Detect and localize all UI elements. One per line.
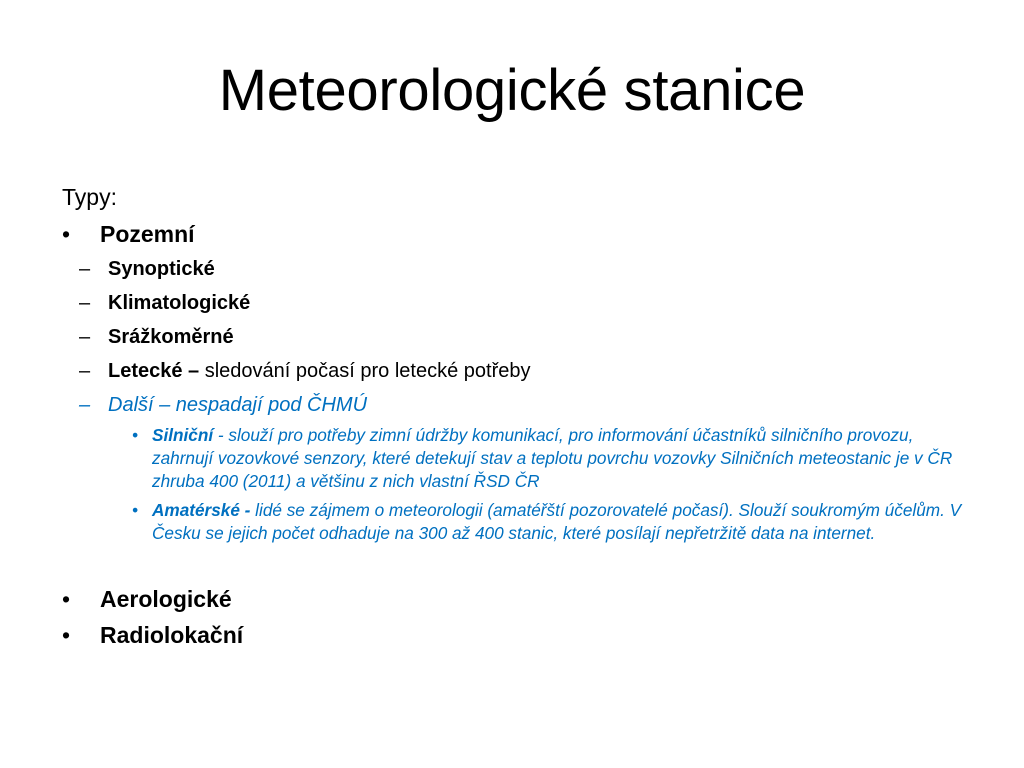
sub-item-label: Letecké – (108, 360, 200, 382)
sub-item-letecke (62, 354, 967, 388)
sub-item-label: Další – nespadají pod ČHMÚ (108, 394, 368, 416)
dash-icon: – (79, 258, 91, 280)
bullet-icon: • (62, 622, 71, 648)
sub-item-label: Srážkoměrné (108, 326, 234, 348)
bullet-icon: • (132, 500, 139, 520)
sub-sub-item-silnicni (70, 424, 967, 493)
sub-sub-item-description: lidé se zájmem o meteorologii (amatéřští pozorovatelé počasí). Slouží soukromým účelům. V Česku se jejich počet odhaduje na 300 až 400 stanic, které posílají nepřetržitě data na internet. (152, 500, 962, 543)
sub-item-label: Klimatologické (108, 292, 251, 314)
sub-sub-item-amaterske (70, 499, 967, 545)
dash-icon: – (79, 292, 91, 314)
sub-item-srazkomerne (62, 320, 967, 354)
bullet-icon: • (62, 221, 71, 247)
bullet-list (62, 216, 967, 653)
vertical-spacer (100, 551, 967, 581)
dash-icon: – (79, 394, 91, 416)
dash-icon: – (79, 360, 91, 382)
list-item-label: Pozemní (100, 221, 195, 247)
intro-text: Typy: (62, 184, 117, 210)
list-item-label: Aerologické (100, 586, 232, 612)
sub-sub-item-label: Silniční (152, 425, 214, 445)
sub-item-klimatologicke (62, 286, 967, 320)
slide-body (62, 180, 967, 653)
dash-icon: – (79, 326, 91, 348)
slide-title: Meteorologické stanice (218, 58, 806, 123)
sub-item-label: Synoptické (108, 258, 215, 280)
list-item-aerologicke (62, 581, 967, 617)
bullet-icon: • (62, 586, 71, 612)
sub-sub-item-label: Amatérské - (152, 500, 251, 520)
sub-list-pozemni (79, 252, 967, 545)
sub-item-dalsi (62, 388, 967, 545)
sub-sub-item-description: - slouží pro potřeby zimní údržby komunikací, pro informování účastníků silničního provozu, zahrnují vozovkové senzory, které detekují stav a teplotu povrchu vozovky Silničních meteostanic je v ČR zhruba 400 (2011) a většinu z nich vlastní ŘSD ČR (152, 425, 953, 491)
bullet-icon: • (132, 425, 139, 445)
sub-sub-list-dalsi (108, 424, 967, 545)
list-item-label: Radiolokační (100, 622, 244, 648)
list-item-pozemni (62, 216, 967, 581)
list-item-radiolokacni (62, 617, 967, 653)
sub-item-description: sledování počasí pro letecké potřeby (199, 360, 531, 382)
sub-item-synopticke (62, 252, 967, 286)
